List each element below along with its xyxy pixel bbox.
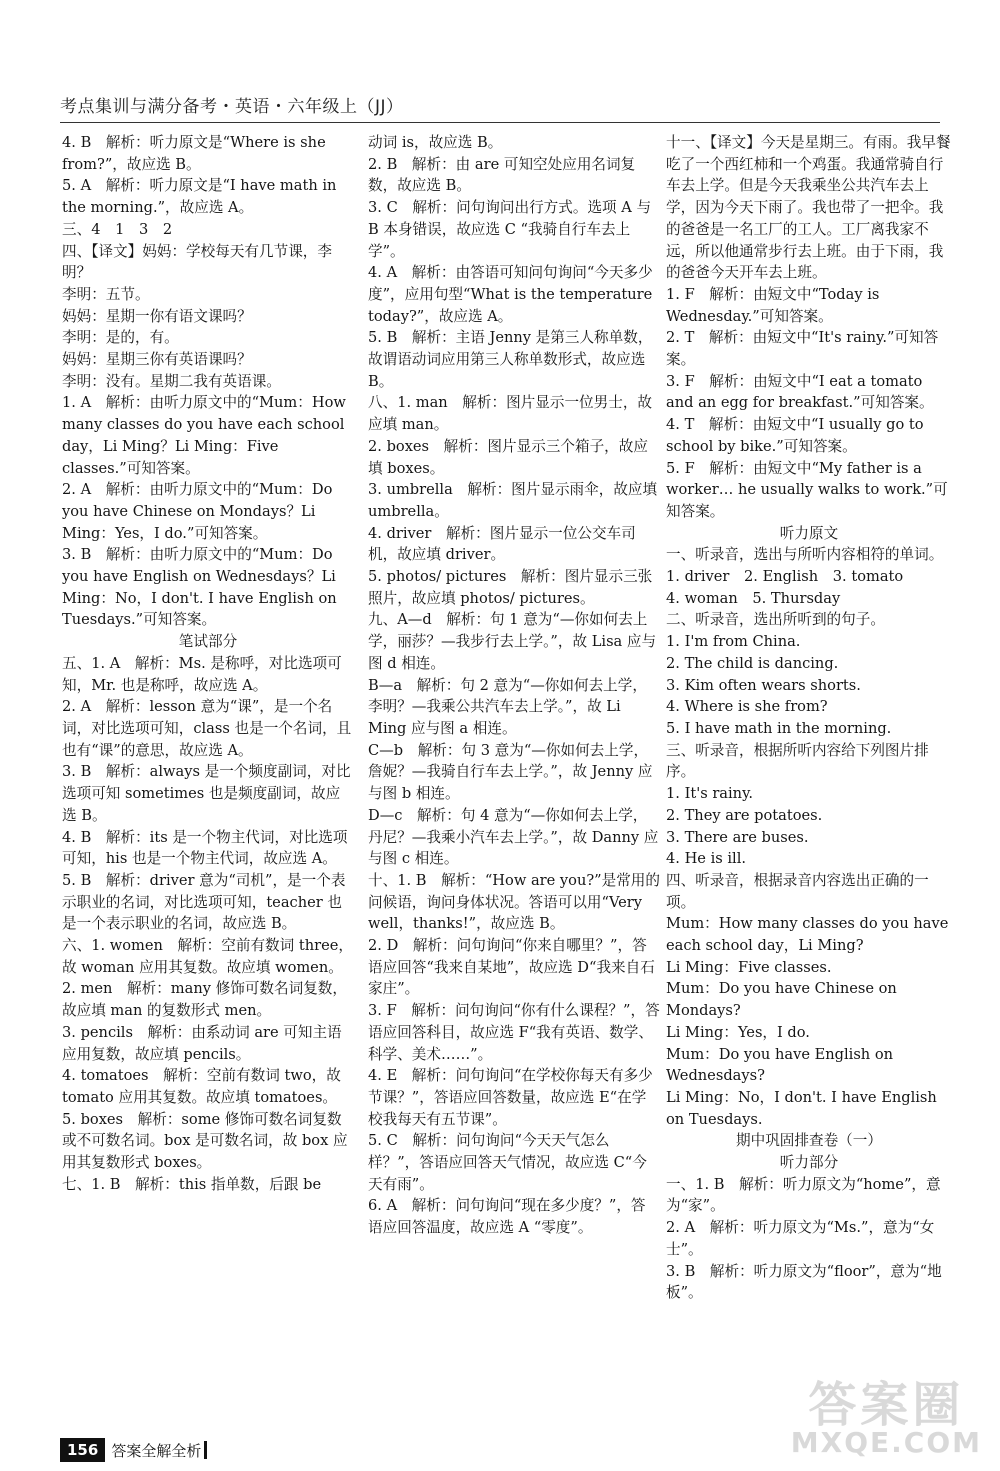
answer-paragraph: 2. A 解析：lesson 意为“课”，是一个名词，对比选项可知，class 也是一个名词，且也有“课”的意思，故应选 A。 bbox=[62, 698, 352, 759]
answer-paragraph: 一、1. B 解析：听力原文为“home”，意为“家”。 bbox=[666, 1175, 941, 1215]
answer-paragraph: C—b 解析：句 3 意为“—你如何去上学，詹妮？—我骑自行车去上学。”，故 Jenny 应与图 b 相连。 bbox=[368, 741, 653, 803]
answer-paragraph: 3. B 解析：听力原文为“floor”，意为“地板”。 bbox=[666, 1262, 942, 1302]
answer-paragraph: 2. A 解析：由听力原文中的“Mum：Do you have Chinese on Mondays？Li Ming：Yes，I do.”可知答案。 bbox=[62, 481, 337, 542]
answer-paragraph: 4. B 解析：听力原文是“Where is she from?”，故应选 B。 bbox=[62, 134, 331, 173]
answer-paragraph: 3. umbrella 解析：图片显示雨伞，故应填 umbrella。 bbox=[368, 481, 662, 520]
answer-paragraph: 一、听录音，选出与所听内容相符的单词。 bbox=[666, 546, 944, 564]
answer-paragraph: 四、【译文】妈妈：学校每天有几节课，李明？ bbox=[62, 242, 332, 282]
answer-paragraph: 三、听录音，根据所听内容给下列图片排序。 bbox=[666, 741, 929, 781]
answer-paragraph: B—a 解析：句 2 意为“—你如何去上学，李明？—我乘公共汽车去上学。”，故 Li Ming 应与图 a 相连。 bbox=[368, 676, 647, 737]
answer-paragraph: 1. A 解析：由听力原文中的“Mum：How many classes do you have each school day，Li Ming？Li Ming：Five classes.”可知答案。 bbox=[62, 394, 351, 477]
answer-paragraph: 五、1. A 解析：Ms. 是称呼，对比选项可知，Mr. 也是称呼，故应选 A。 bbox=[62, 654, 342, 694]
watermark-logo bbox=[790, 1377, 982, 1459]
answer-paragraph: 李明：五节。 bbox=[62, 285, 150, 303]
answer-paragraph: 2. men 解析：many 修饰可数名词复数，故应填 man 的复数形式 men。 bbox=[62, 980, 347, 1020]
answer-paragraph: 5. boxes 解析：some 修饰可数名词复数或不可数名词。box 是可数名词，故 box 应用其复数形式 boxes。 bbox=[62, 1110, 348, 1172]
answer-paragraph: 4. woman 5. Thursday bbox=[666, 589, 841, 607]
page-number: 156 bbox=[60, 1438, 105, 1462]
answer-paragraph: 4. A 解析：由答语可知问句询问“今天多少度”，应用句型“What is the temperature today?”，故应选 A。 bbox=[368, 264, 657, 325]
answer-paragraph: 妈妈：星期一你有语文课吗？ bbox=[62, 307, 252, 325]
answer-paragraph: 3. B 解析：由听力原文中的“Mum：Do you have English on Wednesdays？Li Ming：No，I don't. I have English on Tuesdays.”可知答案。 bbox=[62, 546, 342, 629]
answer-paragraph: Li Ming：No，I don't. I have English on Tuesdays. bbox=[666, 1088, 942, 1128]
answer-paragraph: 十、1. B 解析：“How are you?”是常用的问候语，询问身体状况。答语可以用“Very well，thanks!”，故应选 B。 bbox=[368, 871, 660, 933]
answer-paragraph: 2. The child is dancing. bbox=[666, 654, 839, 672]
footer-label: 答案全解全析 bbox=[111, 1441, 202, 1460]
answer-paragraph: 九、A—d 解析：句 1 意为“—你如何去上学，丽莎？—我步行去上学。”，故 Lisa 应与图 d 相连。 bbox=[368, 611, 657, 672]
answer-paragraph: 1. It's rainy. bbox=[666, 785, 754, 803]
answer-paragraph: 5. B 解析：driver 意为“司机”，是一个表示职业的名词，对比选项可知，teacher 也是一个表示职业的名词，故应选 B。 bbox=[62, 871, 346, 933]
watermark-url: MXQE.COM bbox=[790, 1426, 982, 1459]
column-left bbox=[62, 132, 354, 1381]
answer-paragraph: 3. There are buses. bbox=[666, 828, 809, 846]
answer-paragraph: Mum：How many classes do you have each school day，Li Ming? bbox=[666, 915, 953, 955]
answer-paragraph: 4. E 解析：问句询问“在学校你每天有多少节课？”，答语应回答数量，故应选 E“在学校我每天有五节课”。 bbox=[368, 1067, 653, 1128]
answer-paragraph: 六、1. women 解析：空前有数词 three，故 woman 应用其复数。故应填 women。 bbox=[62, 937, 353, 976]
answer-paragraph: 八、1. man 解析：图片显示一位男士，故应填 man。 bbox=[368, 394, 653, 434]
answer-paragraph: 3. Kim often wears shorts. bbox=[666, 676, 861, 694]
answer-paragraph: 5. C 解析：问句询问“今天天气怎么样？”，答语应回答天气情况，故应选 C“今天有雨”。 bbox=[368, 1132, 647, 1193]
footer-bar bbox=[204, 1441, 207, 1459]
answer-paragraph: 1. I'm from China. bbox=[666, 633, 801, 651]
column-middle bbox=[368, 132, 660, 1381]
answer-paragraph: 2. They are potatoes. bbox=[666, 806, 823, 824]
answer-paragraph: 5. A 解析：听力原文是“I have math in the morning.”，故应选 A。 bbox=[62, 177, 342, 217]
answer-paragraph: 妈妈：星期三你有英语课吗？ bbox=[62, 351, 252, 369]
answer-paragraph: 2. D 解析：问句询问“你来自哪里？”，答语应回答“我来自某地”，故应选 D“我来自石家庄”。 bbox=[368, 937, 655, 998]
answer-paragraph: 1. F 解析：由短文中“Today is Wednesday.”可知答案。 bbox=[666, 285, 885, 325]
section-heading: 期中巩固排查卷（一） bbox=[736, 1132, 882, 1150]
answer-paragraph: 4. He is ill. bbox=[666, 850, 747, 868]
answer-paragraph: 四、听录音，根据录音内容选出正确的一项。 bbox=[666, 871, 929, 911]
page-footer bbox=[60, 1437, 207, 1463]
answer-paragraph: 5. I have math in the morning. bbox=[666, 719, 892, 737]
answer-paragraph: Mum：Do you have Chinese on Mondays? bbox=[666, 980, 902, 1020]
column-right bbox=[666, 132, 952, 1381]
answer-paragraph: 三、4 1 3 2 bbox=[62, 220, 173, 238]
section-heading: 笔试部分 bbox=[178, 633, 238, 651]
answer-paragraph: 七、1. B 解析：this 指单数，后跟 be bbox=[62, 1175, 322, 1193]
answer-paragraph: 3. F 解析：由短文中“I eat a tomato and an egg for breakfast.”可知答案。 bbox=[666, 372, 934, 412]
answer-paragraph: 十一、【译文】今天是星期三。有雨。我早餐吃了一个西红柿和一个鸡蛋。我通常骑自行车去上学。但是今天我乘坐公共汽车去上学，因为今天下雨了。我也带了一把伞。我的爸爸是一名工厂的工人。工厂离我家不远，所以他通常步行去上班。由于下雨，我的爸爸今天开车去上班。 bbox=[666, 134, 951, 282]
answer-paragraph: 李明：没有。星期二我有英语课。 bbox=[62, 372, 281, 390]
answer-paragraph: D—c 解析：句 4 意为“—你如何去上学，丹尼？—我乘小汽车去上学。”，故 Danny 应与图 c 相连。 bbox=[368, 806, 659, 868]
answer-paragraph: 5. photos/ pictures 解析：图片显示三张照片，故应填 photos/ pictures。 bbox=[368, 568, 653, 607]
answer-paragraph: 5. B 解析：主语 Jenny 是第三人称单数，故谓语动词应用第三人称单数形式，故应选 B。 bbox=[368, 329, 653, 390]
answer-paragraph: 4. driver 解析：图片显示一位公交车司机，故应填 driver。 bbox=[368, 524, 636, 564]
answer-paragraph: Li Ming：Yes，I do. bbox=[666, 1023, 810, 1041]
answer-paragraph: 2. boxes 解析：图片显示三个箱子，故应填 boxes。 bbox=[368, 437, 648, 477]
answer-paragraph: 6. A 解析：问句询问“现在多少度？”，答语应回答温度，故应选 A “零度”。 bbox=[368, 1197, 646, 1237]
answer-paragraph: 3. B 解析：always 是一个频度副词，对比选项可知 sometimes 也是频度副词，故应选 B。 bbox=[62, 763, 351, 824]
section-heading: 听力原文 bbox=[779, 524, 839, 542]
answer-paragraph: 3. F 解析：问句询问“你有什么课程？”，答语应回答科目，故应选 F“我有英语、数学、科学、美术……”。 bbox=[368, 1002, 660, 1063]
answer-paragraph: 4. T 解析：由短文中“I usually go to school by bike.”可知答案。 bbox=[666, 416, 929, 455]
header-divider bbox=[60, 122, 940, 123]
watermark-title: 答案圈 bbox=[808, 1377, 965, 1433]
answer-paragraph: 3. pencils 解析：由系动词 are 可知主语应用复数，故应填 pencils。 bbox=[62, 1023, 342, 1063]
answer-paragraph: 4. B 解析：its 是一个物主代词，对比选项可知，his 也是一个物主代词，故应选 A。 bbox=[62, 828, 348, 868]
section-heading: 听力部分 bbox=[779, 1154, 839, 1172]
answer-paragraph: 3. C 解析：问句询问出行方式。选项 A 与 B 本身错误，故应选 C “我骑自行车去上学”。 bbox=[368, 199, 656, 260]
answer-paragraph: Li Ming：Five classes. bbox=[666, 958, 832, 976]
answer-paragraph: 4. tomatoes 解析：空前有数词 two，故 tomato 应用其复数。故应填 tomatoes。 bbox=[62, 1067, 346, 1106]
answer-paragraph: 动词 is，故应选 B。 bbox=[368, 134, 503, 151]
answer-paragraph: 2. T 解析：由短文中“It's rainy.”可知答案。 bbox=[666, 329, 939, 369]
answer-paragraph: 2. A 解析：听力原文为“Ms.”，意为“女士”。 bbox=[666, 1219, 935, 1258]
answer-paragraph: 5. F 解析：由短文中“My father is a worker… he usually walks to work.”可知答案。 bbox=[666, 459, 948, 520]
answer-paragraph: 4. Where is she from? bbox=[666, 698, 828, 716]
answer-paragraph: 2. B 解析：由 are 可知空处应用名词复数，故应选 B。 bbox=[368, 155, 636, 195]
answer-paragraph: 李明：是的，有。 bbox=[62, 329, 179, 347]
answer-paragraph: Mum：Do you have English on Wednesdays? bbox=[666, 1045, 898, 1085]
answer-paragraph: 1. driver 2. English 3. tomato bbox=[666, 568, 904, 586]
answer-paragraph: 二、听录音，选出所听到的句子。 bbox=[666, 611, 885, 629]
running-header: 考点集训与满分备考・英语・六年级上（JJ） bbox=[60, 97, 404, 117]
